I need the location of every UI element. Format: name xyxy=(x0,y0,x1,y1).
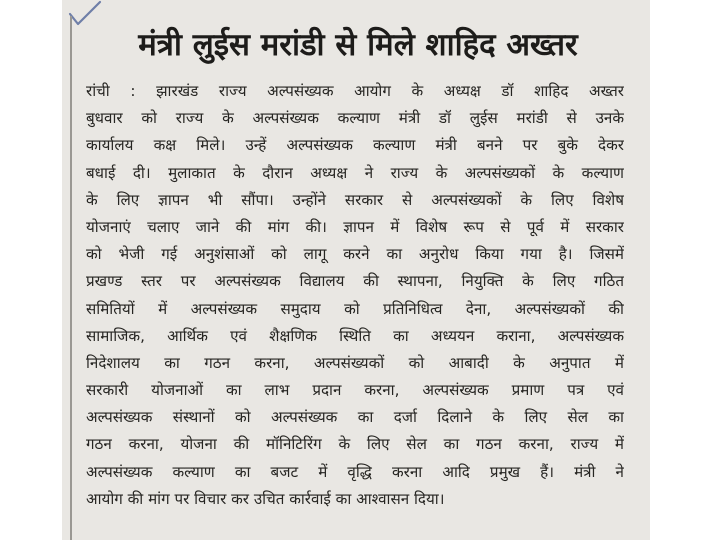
article-line: गठन करना, योजना की मॉनिटिरिंग के लिए सेल का गठन करना, राज्य में xyxy=(86,435,624,454)
article-body xyxy=(86,78,624,513)
article-line: योजनाएं चलाए जाने की मांग की। ज्ञापन में विशेष रूप से पूर्व में सरकार xyxy=(86,217,624,236)
article-line: निदेशालय का गठन करना, अल्पसंख्यकों को आबादी के अनुपात में xyxy=(86,353,624,372)
article-line: कार्यालय कक्ष मिले। उन्हें अल्पसंख्यक कल्याण मंत्री बनने पर बुके देकर xyxy=(86,136,624,155)
article-line: को भेजी गई अनुशंसाओं को लागू करने का अनुरोध किया गया है। जिसमें xyxy=(86,245,624,264)
article-line: के लिए ज्ञापन भी सौंपा। उन्होंने सरकार से अल्पसंख्यकों के लिए विशेष xyxy=(86,190,624,209)
article-line: सामाजिक, आर्थिक एवं शैक्षणिक स्थिति का अध्ययन कराना, अल्पसंख्यक xyxy=(86,326,624,345)
article-line: समितियों में अल्पसंख्यक समुदाय को प्रतिनिधित्व देना, अल्पसंख्यकों की xyxy=(86,299,624,318)
article-line: आयोग की मांग पर विचार कर उचित कार्रवाई का आश्वासन दिया। xyxy=(86,489,445,508)
article-line: बधाई दी। मुलाकात के दौरान अध्यक्ष ने राज्य के अल्पसंख्यकों के कल्याण xyxy=(86,163,624,182)
article-line: रांची : झारखंड राज्य अल्पसंख्यक आयोग के अध्यक्ष डॉ शाहिद अख्तर xyxy=(86,82,624,100)
clipping-left-rule xyxy=(70,16,72,540)
article-line: अल्पसंख्यक कल्याण का बजट में वृद्धि करना आदि प्रमुख हैं। मंत्री ने xyxy=(86,462,624,481)
article-line: बुधवार को राज्य के अल्पसंख्यक कल्याण मंत्री डॉ लुईस मरांडी से उनके xyxy=(86,109,624,128)
article-line: अल्पसंख्यक संस्थानों को अल्पसंख्यक का दर्जा दिलाने के लिए सेल का xyxy=(86,408,624,427)
article-line: सरकारी योजनाओं का लाभ प्रदान करना, अल्पसंख्यक प्रमाण पत्र एवं xyxy=(86,381,624,400)
headline: मंत्री लुईस मरांडी से मिले शाहिद अख्तर xyxy=(138,27,578,63)
article-line: प्रखण्ड स्तर पर अल्पसंख्यक विद्यालय की स्थापना, नियुक्ति के लिए गठित xyxy=(86,272,624,291)
